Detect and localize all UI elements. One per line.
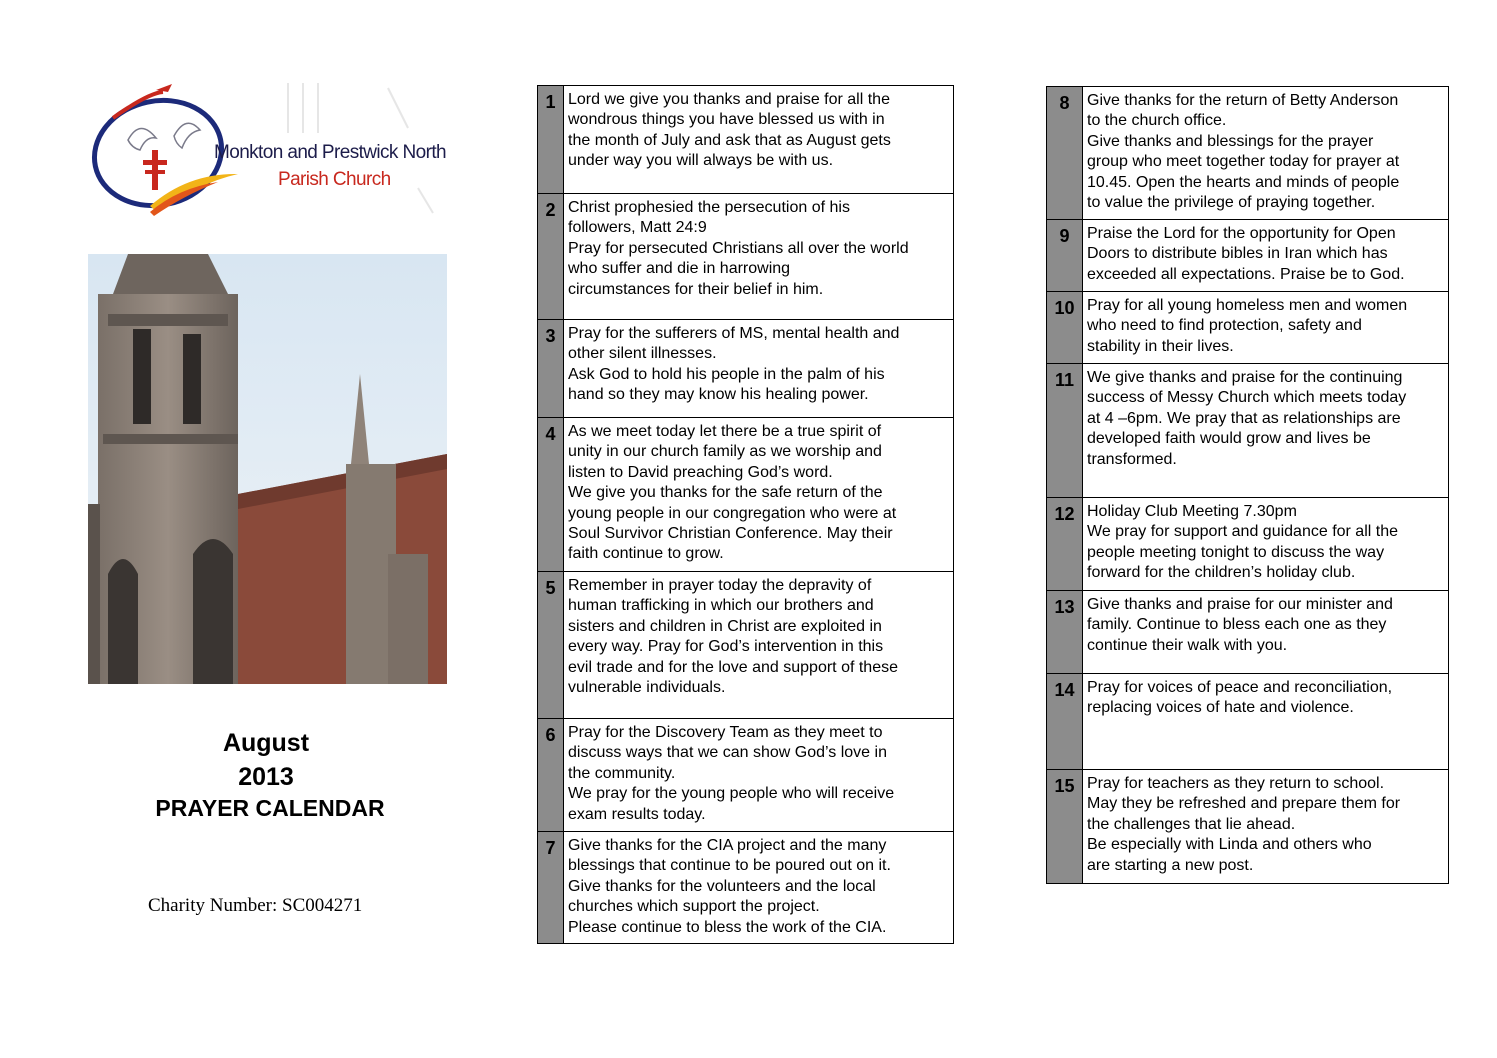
calendar-row	[537, 85, 954, 194]
charity-number: Charity Number: SC004271	[148, 895, 363, 916]
prayer-text: We give thanks and praise for the continuing success of Messy Church which meets today at 4 –6pm. We pray that as relationships are developed faith would grow and lives be transformed.	[1087, 369, 1407, 468]
prayer-text: Give thanks for the return of Betty Anderson to the church office. Give thanks and blessings for the prayer group who meet together today for prayer at 10.45. Open the hearts and minds of people to value the privilege of praying together.	[1087, 92, 1400, 212]
day-number: 15	[1047, 770, 1083, 883]
prayer-text: Remember in prayer today the depravity of human trafficking in which our brothers and sisters and children in Christ are exploited in every way. Pray for God’s intervention in this evil trade and for the love and support of these vulnerable individuals.	[568, 577, 898, 697]
logo-church-name: Monkton and Prestwick North	[214, 142, 446, 163]
prayer-text: Give thanks for the CIA project and the many blessings that continue to be poured out on it. Give thanks for the volunteers and the local churches which support the project. Please continue to bless the work of the CIA.	[568, 837, 891, 936]
calendar-month: August	[222, 729, 310, 757]
calendar-row	[1046, 673, 1449, 770]
day-number: 5	[538, 572, 564, 718]
prayer-text: As we meet today let there be a true spirit of unity in our church family as we worship and listen to David preaching God’s word. We give you thanks for the safe return of the young people in our congregation who were at Soul Survivor Christian Conference. May their faith continue to grow.	[568, 423, 897, 563]
prayer-text: Lord we give you thanks and praise for all the wondrous things you have blessed us with in the month of July and ask that as August gets under way you will always be with us.	[568, 91, 891, 170]
calendar-year: 2013	[238, 763, 294, 791]
calendar-row	[1046, 86, 1449, 220]
calendar-row	[1046, 590, 1449, 674]
calendar-row	[537, 319, 954, 418]
calendar-row	[537, 571, 954, 719]
day-number: 12	[1047, 498, 1083, 590]
prayer-text: Pray for teachers as they return to school. May they be refreshed and prepare them for the challenges that lie ahead. Be especially with Linda and others who are starting a new post.	[1087, 775, 1401, 874]
calendar-row	[1046, 769, 1449, 884]
calendar-row	[1046, 497, 1449, 591]
day-number: 14	[1047, 674, 1083, 769]
calendar-title: PRAYER CALENDAR	[155, 795, 385, 821]
day-number: 9	[1047, 220, 1083, 291]
calendar-row	[537, 718, 954, 832]
church-logo	[88, 78, 448, 223]
day-number: 8	[1047, 87, 1083, 219]
prayer-text: Pray for all young homeless men and women who need to find protection, safety and stability in their lives.	[1087, 297, 1408, 355]
day-number: 11	[1047, 364, 1083, 497]
prayer-text: Pray for voices of peace and reconciliation, replacing voices of hate and violence.	[1087, 679, 1393, 717]
calendar-row	[537, 417, 954, 572]
calendar-row	[537, 831, 954, 944]
day-number: 3	[538, 320, 564, 417]
day-number: 6	[538, 719, 564, 831]
prayer-text: Give thanks and praise for our minister and family. Continue to bless each one as they continue their walk with you.	[1087, 596, 1393, 654]
day-number: 2	[538, 194, 564, 319]
logo-parish-church: Parish Church	[278, 169, 391, 190]
prayer-text: Pray for the sufferers of MS, mental health and other silent illnesses. Ask God to hold his people in the palm of his hand so they may know his healing power.	[568, 325, 900, 404]
prayer-text: Christ prophesied the persecution of his followers, Matt 24:9 Pray for persecuted Christians all over the world who suffer and die in harrowing circumstances for their belief in him.	[568, 199, 909, 298]
calendar-row	[1046, 363, 1449, 498]
calendar-row	[1046, 219, 1449, 292]
prayer-text: Pray for the Discovery Team as they meet to discuss ways that we can show God’s love in the community. We pray for the young people who will receive exam results today.	[568, 724, 895, 823]
calendar-row	[537, 193, 954, 320]
prayer-text: Holiday Club Meeting 7.30pm We pray for support and guidance for all the people meeting tonight to discuss the way forward for the children’s holiday club.	[1087, 503, 1398, 582]
day-number: 4	[538, 418, 564, 571]
day-number: 7	[538, 832, 564, 943]
calendar-row	[1046, 291, 1449, 364]
day-number: 13	[1047, 591, 1083, 673]
church-photo	[88, 254, 447, 684]
day-number: 10	[1047, 292, 1083, 363]
prayer-text: Praise the Lord for the opportunity for Open Doors to distribute bibles in Iran which has exceeded all expectations. Praise be to God.	[1087, 225, 1405, 283]
day-number: 1	[538, 86, 564, 193]
